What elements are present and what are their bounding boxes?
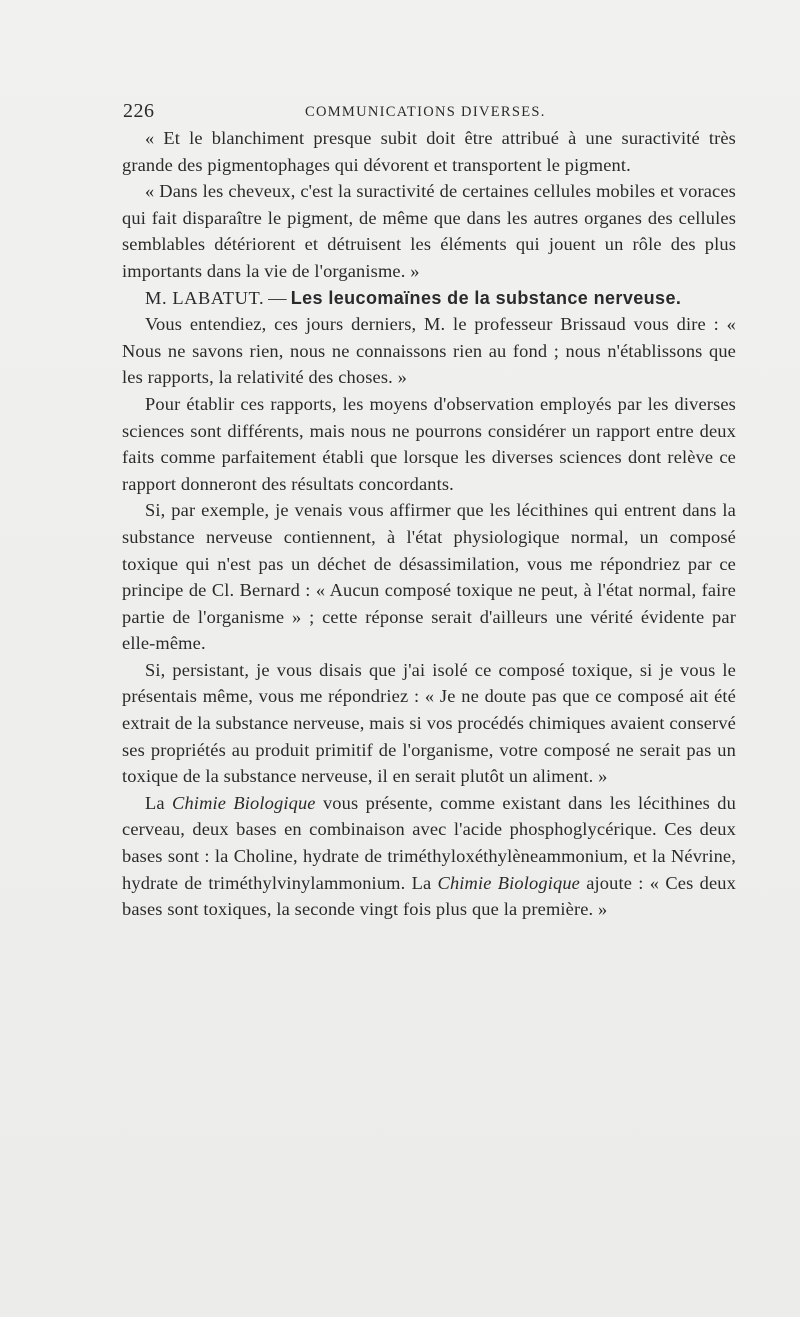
p8-text-a: La (145, 792, 173, 813)
running-head: COMMUNICATIONS DIVERSES. (305, 104, 546, 120)
p8-italic-title-2: Chimie Biologique (437, 872, 580, 893)
page-header (123, 100, 683, 124)
p8-text-e: ajoute : « Ces deux bases sont toxiques, la seconde vingt fois plus que la première. » (122, 872, 736, 920)
heading-title: Les leucomaïnes de la substance nerveuse. (290, 287, 682, 308)
paragraph-1: « Et le blanchiment presque subit doit être attribué à une suractivité très grande des pigmentophages qui dévorent et transportent le pigment. (122, 128, 736, 175)
paragraph-7: Si, persistant, je vous disais que j'ai isolé ce composé toxique, si je vous le présentais même, vous me répondriez : « Je ne doute pas que ce composé ait été extrait de la substance nerveuse, mais si vos procédés chimiques avaient conservé ses propriétés au produit primitif de l'organisme, votre composé ne serait pas un toxique de la substance nerveuse, il en serait plutôt un aliment. » (122, 659, 736, 787)
heading-author: M. LABATUT. (145, 287, 265, 308)
body-text (122, 125, 736, 923)
paragraph-8 (122, 790, 736, 923)
paragraph-2: « Dans les cheveux, c'est la suractivité de certaines cellules mobiles et voraces qui fait disparaître le pigment, de même que dans les autres organes des cellules semblables détériorent et détruisent les éléments qui jouent un rôle des plus importants dans la vie de l'organisme. » (122, 181, 736, 281)
paragraph-4: Vous entendiez, ces jours derniers, M. le professeur Brissaud vous dire : « Nous ne savons rien, nous ne connaissons rien au fond ; nous n'établissons que les rapports, la relativité des choses. » (122, 314, 736, 388)
p8-italic-title-1: Chimie Biologique (172, 792, 316, 813)
paragraph-5: Pour établir ces rapports, les moyens d'observation employés par les diverses sciences sont différents, mais nous ne pourrons considérer un rapport entre deux faits comme parfaitement établi que lorsque les diverses sciences dont relève ce rapport donneront des résultats concordants. (122, 393, 736, 494)
heading-dash: — (268, 287, 287, 308)
page-number: 226 (123, 100, 155, 122)
p8-text-c: vous présente, comme existant dans les lécithines du cerveau, deux bases en combinaison avec l'acide phosphoglycérique. Ces deux bases sont : la Choline, hydrate de triméthyloxéthylèneammonium, et la Névrine, hydrate de triméthylvinylammonium. La (122, 792, 736, 893)
paragraph-6: Si, par exemple, je venais vous affirmer que les lécithines qui entrent dans la substance nerveuse contiennent, à l'état physiologique normal, un composé toxique qui n'est pas un déchet de désassimilation, vous me répondriez par ce principe de Cl. Bernard : « Aucun composé toxique ne peut, à l'état normal, faire partie de l'organisme » ; cette réponse serait d'ailleurs une vérité évidente par elle-même. (122, 500, 736, 654)
section-heading (122, 285, 736, 312)
